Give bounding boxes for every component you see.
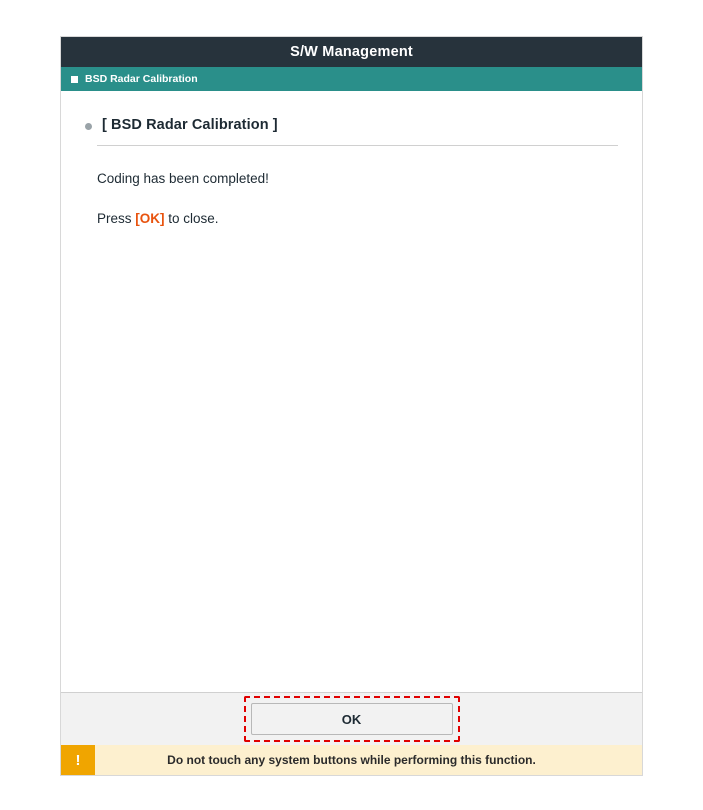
message-block [61,146,642,227]
page-title: S/W Management [290,44,413,60]
main-content [61,91,642,692]
breadcrumb [61,67,642,91]
breadcrumb-label: BSD Radar Calibration [85,73,198,85]
warning-text: Do not touch any system buttons while performing this function. [167,753,536,767]
message-line-2 [97,210,642,228]
warning-bar [61,745,642,775]
ok-highlight-text: [OK] [135,210,165,226]
section-title: [ BSD Radar Calibration ] [102,117,278,133]
window-title-bar [61,37,642,67]
sw-management-window [60,36,643,776]
ok-button-highlight [244,696,460,742]
message-line-1: Coding has been completed! [97,171,269,186]
dot-bullet-icon [85,123,92,130]
section-header [61,91,642,133]
message-line-2-suffix: to close. [164,210,219,226]
square-bullet-icon [71,76,78,83]
ok-button[interactable]: OK [251,703,453,735]
warning-icon: ! [61,745,95,775]
footer-bar [61,692,642,745]
message-line-2-prefix: Press [97,210,136,226]
